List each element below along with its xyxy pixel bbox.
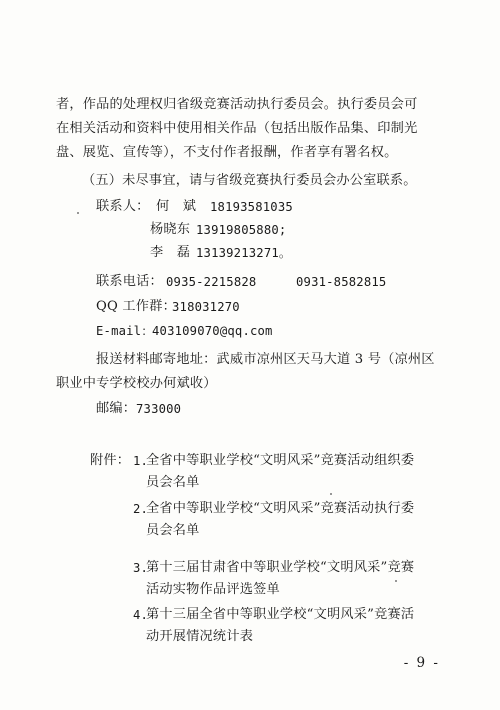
attachment-number: 4.: [133, 608, 149, 622]
contact-label: 联系人：: [96, 199, 150, 214]
attachment-number: 3.: [133, 561, 149, 575]
email-value: 403109070@qq.com: [152, 324, 273, 338]
contact-name: 何 斌: [156, 199, 197, 214]
address-line: 报送材料邮寄地址：武威市凉州区天马大道 3 号（凉州区: [96, 352, 435, 367]
attachment-title: 动开展情况统计表: [146, 629, 254, 644]
contact-phone: 18193581035: [210, 200, 293, 214]
scan-speck: [395, 580, 397, 582]
postcode-value: 733000: [136, 402, 182, 416]
attachment-title: 员会名单: [146, 475, 200, 490]
attachment-number: 2.: [133, 502, 149, 516]
body-line: 在相关活动和资料中使用相关作品（包括出版作品集、印制光: [56, 121, 418, 136]
contact-name: 李 磊: [150, 245, 191, 260]
qq-value: 318031270: [172, 300, 240, 314]
body-line: 者，作品的处理权归省级竞赛活动执行委员会。执行委员会可: [56, 97, 418, 112]
attachments-label: 附件：: [90, 453, 131, 468]
tel-value: 0931-8582815: [296, 275, 387, 289]
contact-phone: 13139213271。: [196, 246, 292, 260]
tel-label: 联系电话：: [96, 274, 163, 289]
attachment-title: 员会名单: [146, 523, 200, 538]
contact-name: 杨晓东: [150, 222, 191, 237]
email-label: E-mail：: [96, 324, 154, 338]
attachment-title: 全省中等职业学校“文明风采”竞赛活动组织委: [146, 453, 415, 468]
attachment-number: 1.: [133, 454, 149, 468]
page-number: - 9 -: [403, 655, 440, 671]
body-line: （五）未尽事宜，请与省级竞赛执行委员会办公室联系。: [82, 173, 417, 188]
scan-speck: [330, 493, 332, 495]
body-line: 盘、展览、宣传等），不支付作者报酬，作者享有署名权。: [56, 145, 398, 160]
contact-phone: 13919805880;: [196, 223, 287, 237]
postcode-label: 邮编：: [96, 401, 137, 416]
scan-speck: [77, 212, 79, 214]
attachment-title: 全省中等职业学校“文明风采”竞赛活动执行委: [146, 501, 415, 516]
attachment-title: 第十三届全省中等职业学校“文明风采”竞赛活: [146, 607, 415, 622]
attachment-title: 活动实物作品评选签单: [146, 582, 280, 597]
attachment-title: 第十三届甘肃省中等职业学校“文明风采”竞赛: [146, 560, 415, 575]
tel-value: 0935-2215828: [166, 275, 257, 289]
qq-label: QQ 工作群：: [96, 299, 176, 314]
address-line: 职业中专学校校办何斌收）: [56, 376, 217, 391]
